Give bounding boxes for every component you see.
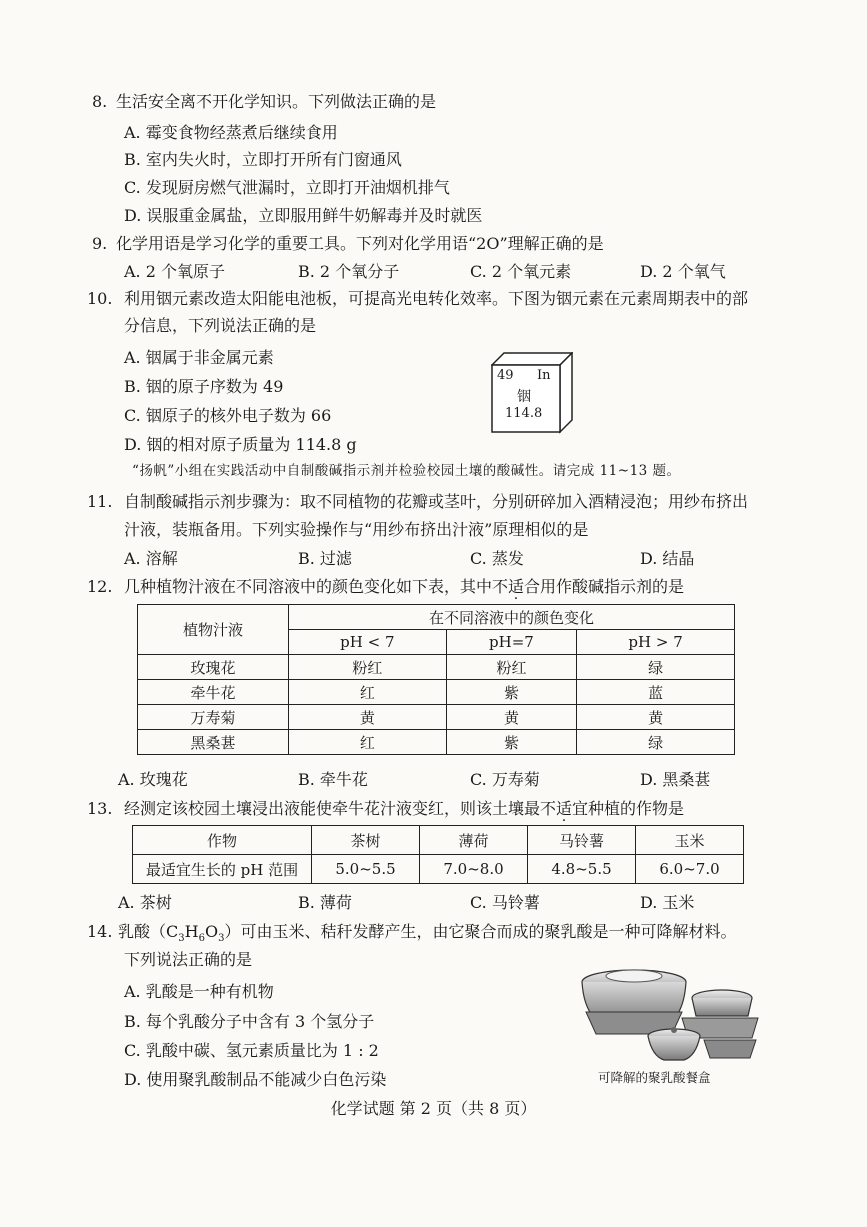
- q14-stem-pre: 乳酸（C: [118, 922, 179, 941]
- table-corner-header: 植物汁液: [138, 605, 289, 655]
- table-cell: 蓝: [577, 680, 735, 705]
- element-mass: 114.8: [505, 406, 543, 421]
- table-col-header: 薄荷: [420, 826, 528, 855]
- q14-stem-post: ）可由玉米、秸秆发酵产生，由它聚合而成的聚乳酸是一种可降解材料。: [224, 922, 737, 941]
- table-cell: 牵牛花: [138, 680, 289, 705]
- q12-stem: [124, 577, 684, 597]
- q12-color-table: [137, 604, 735, 755]
- element-symbol: In: [537, 368, 551, 383]
- table-cell: 万寿菊: [138, 705, 289, 730]
- table-cell: 紫: [446, 680, 577, 705]
- q13-stem: [124, 799, 684, 819]
- table-col-header: 马铃薯: [528, 826, 636, 855]
- q14-option-d: D. 使用聚乳酸制品不能减少白色污染: [124, 1070, 387, 1089]
- q14-option-b: B. 每个乳酸分子中含有 3 个氢分子: [124, 1012, 375, 1031]
- table-col-header: 玉米: [636, 826, 744, 855]
- q10-stem-line2: 分信息，下列说法正确的是: [124, 316, 317, 335]
- q11-option-a: A. 溶解: [124, 549, 178, 568]
- table-col-header: pH=7: [446, 630, 577, 655]
- table-row: [138, 680, 735, 705]
- table-cell: 红: [289, 730, 447, 755]
- cube-outline: [491, 352, 573, 434]
- q14-stem-line1: [118, 922, 736, 949]
- q13-option-c: C. 马铃薯: [470, 893, 540, 912]
- q11-stem-line2: 汁液，装瓶备用。下列实验操作与“用纱布挤出汁液”原理相似的是: [124, 520, 589, 539]
- page-footer: 化学试题 第 2 页（共 8 页）: [330, 1099, 537, 1118]
- q14-option-a: A. 乳酸是一种有机物: [124, 982, 274, 1001]
- q11-option-c: C. 蒸发: [470, 549, 524, 568]
- q9-option-d: D. 2 个氧气: [640, 262, 726, 281]
- q13-stem-part1: 经测定该校园土壤浸出液能使牵牛花汁液变红，则该土壤最: [124, 799, 541, 818]
- q13-option-a: A. 茶树: [118, 893, 172, 912]
- table-group-header: 在不同溶液中的颜色变化: [289, 605, 735, 630]
- q8-number: 8.: [92, 92, 108, 111]
- table-cell: 玫瑰花: [138, 655, 289, 680]
- q10-option-d: D. 铟的相对原子质量为 114.8 g: [124, 435, 357, 454]
- q10-number: 10.: [87, 289, 113, 308]
- q9-option-c: C. 2 个氧元素: [470, 262, 572, 281]
- q12-stem-part1: 几种植物汁液在不同溶液中的颜色变化如下表，其中: [124, 577, 493, 596]
- q11-stem-line1: 自制酸碱指示剂步骤为：取不同植物的花瓣或茎叶，分别研碎加入酒精浸泡；用纱布挤出: [124, 492, 749, 511]
- q8-option-c: C. 发现厨房燃气泄漏时，立即打开油烟机排气: [124, 178, 450, 197]
- table-row: [138, 705, 735, 730]
- q8-option-b: B. 室内失火时，立即打开所有门窗通风: [124, 150, 402, 169]
- table-cell: 绿: [577, 655, 735, 680]
- q14-stem-o: O: [204, 922, 219, 941]
- dishes-caption: 可降解的聚乳酸餐盒: [598, 1070, 711, 1085]
- element-number: 49: [497, 368, 514, 383]
- table-col-header: 作物: [133, 826, 312, 855]
- q10-option-b: B. 铟的原子序数为 49: [124, 377, 284, 396]
- table-cell: 6.0~7.0: [636, 855, 744, 884]
- table-cell: 7.0~8.0: [420, 855, 528, 884]
- table-cell: 紫: [446, 730, 577, 755]
- table-cell: 5.0~5.5: [312, 855, 420, 884]
- q9-option-a: A. 2 个氧原子: [124, 262, 225, 281]
- indium-element-card: [491, 352, 573, 434]
- table-row: [133, 855, 744, 884]
- q13-stem-emphasis: 不适宜: [540, 799, 589, 818]
- table-cell: 黄: [577, 705, 735, 730]
- q11-option-d: D. 结晶: [640, 549, 695, 568]
- q12-option-c: C. 万寿菊: [470, 770, 540, 789]
- q14-option-c: C. 乳酸中碳、氢元素质量比为 1 : 2: [124, 1041, 379, 1060]
- q11-number: 11.: [87, 492, 113, 511]
- q10-option-c: C. 铟原子的核外电子数为 66: [124, 406, 332, 425]
- q8-option-a: A. 霉变食物经蒸煮后继续食用: [124, 123, 338, 142]
- q14-sub-o: 3: [218, 933, 225, 945]
- table-cell: 4.8~5.5: [528, 855, 636, 884]
- q12-option-b: B. 牵牛花: [298, 770, 368, 789]
- q13-stem-part2: 种植的作物是: [588, 799, 685, 818]
- q11-option-b: B. 过滤: [298, 549, 352, 568]
- q12-stem-emphasis: 不适合: [492, 577, 541, 596]
- pla-dishes-photo: [572, 952, 762, 1064]
- q9-stem: 化学用语是学习化学的重要工具。下列对化学用语“2O”理解正确的是: [116, 234, 604, 253]
- q13-number: 13.: [87, 799, 113, 818]
- table-cell: 黄: [446, 705, 577, 730]
- q13-option-d: D. 玉米: [640, 893, 695, 912]
- q14-number: 14.: [87, 922, 113, 941]
- table-cell: 黄: [289, 705, 447, 730]
- section-intro: “扬帆”小组在实践活动中自制酸碱指示剂并检验校园土壤的酸碱性。请完成 11~13 题。: [132, 463, 681, 479]
- table-row: [138, 730, 735, 755]
- q12-option-a: A. 玫瑰花: [118, 770, 188, 789]
- table-cell: 最适宜生长的 pH 范围: [133, 855, 312, 884]
- q9-option-b: B. 2 个氧分子: [298, 262, 400, 281]
- element-name: 铟: [517, 389, 531, 405]
- q12-option-d: D. 黑桑葚: [640, 770, 711, 789]
- table-col-header: pH < 7: [289, 630, 447, 655]
- q14-sub-h: 6: [198, 933, 205, 945]
- q9-number: 9.: [92, 234, 108, 253]
- q14-stem-h: H: [184, 922, 199, 941]
- q10-stem-line1: 利用铟元素改造太阳能电池板，可提高光电转化效率。下图为铟元素在元素周期表中的部: [124, 289, 749, 308]
- table-cell: 粉红: [289, 655, 447, 680]
- table-row: [138, 655, 735, 680]
- q12-stem-part2: 用作酸碱指示剂的是: [540, 577, 685, 596]
- q10-option-a: A. 铟属于非金属元素: [124, 348, 274, 367]
- q8-stem: 生活安全离不开化学知识。下列做法正确的是: [116, 92, 437, 111]
- q14-sub-c: 3: [178, 933, 185, 945]
- table-col-header: pH > 7: [577, 630, 735, 655]
- table-cell: 红: [289, 680, 447, 705]
- q12-number: 12.: [87, 577, 113, 596]
- q14-stem-line2: 下列说法正确的是: [124, 950, 253, 969]
- table-col-header: 茶树: [312, 826, 420, 855]
- q8-option-d: D. 误服重金属盐，立即服用鲜牛奶解毒并及时就医: [124, 206, 483, 225]
- q13-crop-table: [132, 825, 744, 884]
- table-cell: 黑桑葚: [138, 730, 289, 755]
- table-cell: 绿: [577, 730, 735, 755]
- table-cell: 粉红: [446, 655, 577, 680]
- q13-option-b: B. 薄荷: [298, 893, 352, 912]
